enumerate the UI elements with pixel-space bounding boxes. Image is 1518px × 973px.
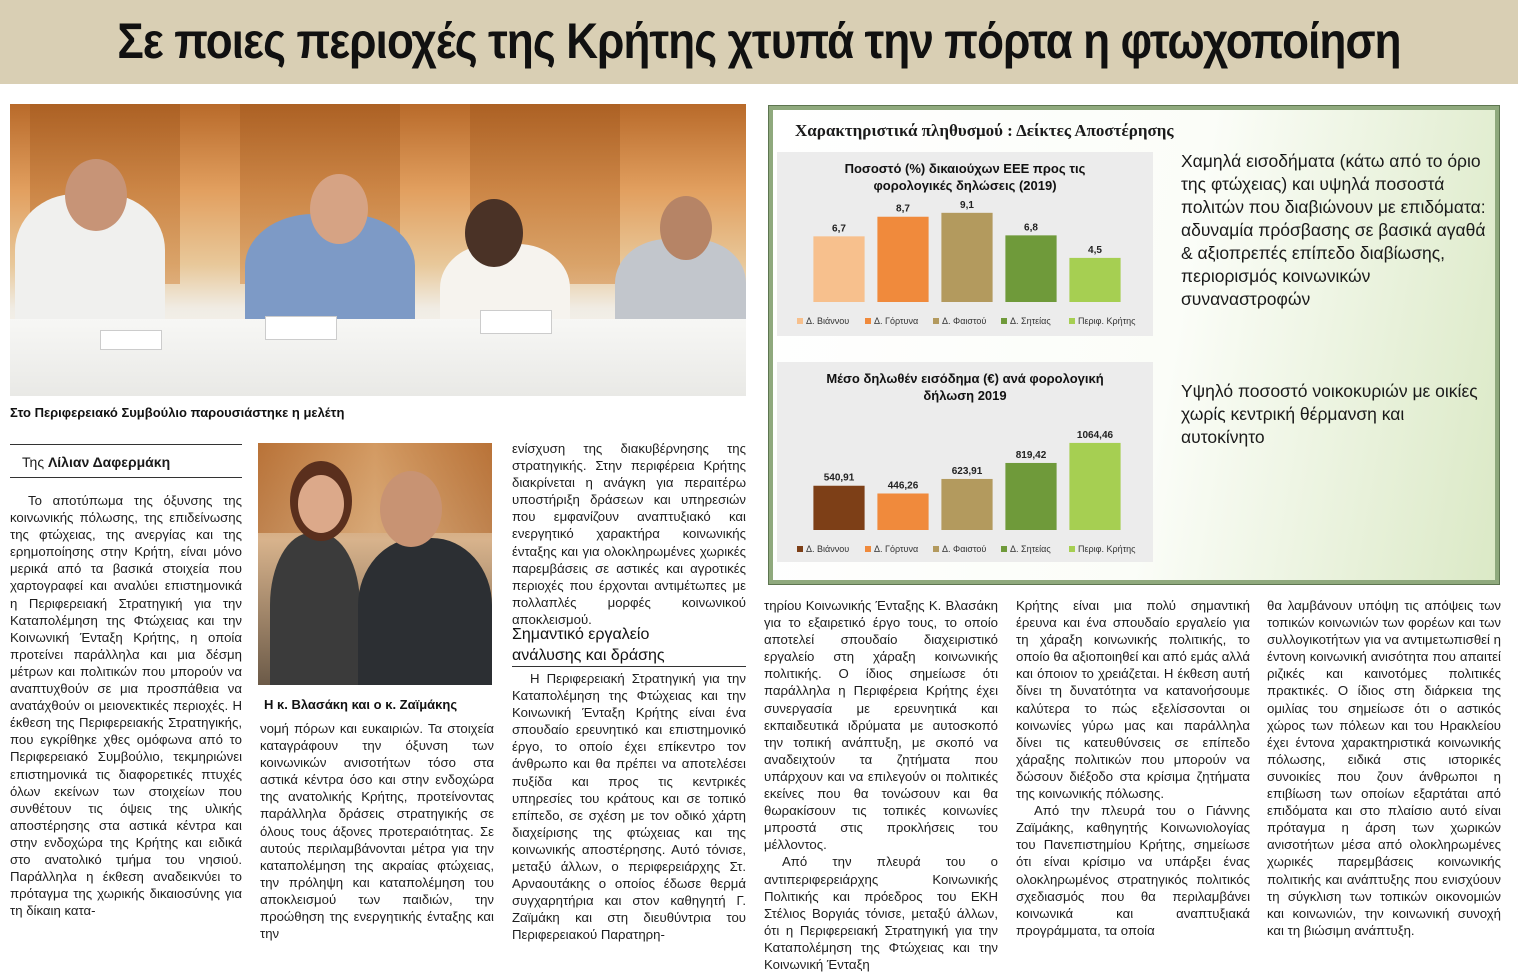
chart-card-1: [777, 152, 1153, 336]
col1-paragraph: Το αποτύπωμα της όξυνσης της κοινωνικής πόλωσης, της επιδείνωσης της φτώχειας, της ανεργίας και της ερημοποίησης στην Κρήτη, είναι μόνο μερικά από τα βασικά στοιχεία που χαρτογραφεί και αναλύει επιστημονικά η Περιφερειακή Στρατηγική για την Καταπολέμηση της Φτώχειας και την Κοινωνική Ένταξη Κρήτης, η οποία προτείνει παράλληλα και μια δέσμη μέτρων και πολιτικών που μπορούν να αναπτυχθούν σε μια προσπάθεια να ανατάχθούν οι μειονεκτικές περιοχές. Η έκθεση της Περιφερειακής Στρατηγικής, που εγκρίθηκε χθες ομόφωνα από το Περιφερειακό Συμβούλιο, τεκμηριώνει επιστημονικά τις διαφορετικές πτυχές όλων εκείνων των στοιχείων που συνθέτουν τις όψεις της υλικής αποστέρησης στα αστικά κέντρα και στην ενδοχώρα της Κρήτης και ειδικά στο ανατολικό τμήμα του νησιού. Παράλληλα η έκθεση αναδεικνύει το πρόταγμα της χωρικής δικαιοσύνης για τη δίκαιη κατα-: [10, 493, 242, 919]
legend-entry: Δ. Γόρτυνα: [874, 316, 919, 326]
legend-entry: Δ. Σητείας: [1010, 316, 1051, 326]
chart-data-label: 1064,46: [1076, 429, 1114, 441]
legend-swatch: [1069, 546, 1075, 552]
chart-bar: [1069, 443, 1120, 530]
chart-bar: [1069, 258, 1120, 302]
chart-data-label: 819,42: [1015, 449, 1047, 461]
byline-prefix: Της: [22, 454, 48, 470]
chart-bar: [813, 486, 864, 530]
legend-swatch: [865, 318, 871, 324]
chart-data-label: 540,91: [823, 472, 855, 484]
infobox-panel: [773, 110, 1495, 580]
subhead-line-2: ανάλυσης και δράσης: [512, 647, 665, 664]
byline-rule-bottom: [10, 477, 242, 478]
chart-data-label: 623,91: [951, 465, 983, 477]
chart-bar: [813, 236, 864, 302]
col4-paragraph-1: τηρίου Κοινωνικής Ένταξης Κ. Βλασάκη για το εξαιρετικό έργο τους, το οποίο αποτελεί σπουδαίο διαχειριστικό εργαλείο στη χάραξη κοινωνικής πολιτικής. Ο ίδιος σημείωσε ότι παράλληλα η Περιφέρεια Κρήτης έχει συνεργασία με ερευνητικά και εκπαιδευτικά ιδρύματα με αυτοσκοπό την τοπική ανάπτυξη, με σκοπό να αναδειχτούν τα ζητήματα που υπάρχουν και να επιλεγούν οι πολιτικές εκείνες που θα τονώσουν και θα θωρακίσουν τις τοπικές κοινωνίες μπροστά στις προκλήσεις του μέλλοντος.: [764, 598, 998, 853]
infobox-title: Χαρακτηριστικά πληθυσμού : Δείκτες Αποστέρησης: [795, 121, 1174, 140]
legend-swatch: [1069, 318, 1075, 324]
chart2-title: Μέσο δηλωθέν εισόδημα (€) ανά φορολογική δήλωση 2019: [826, 371, 1104, 403]
chart-bar: [1005, 463, 1056, 530]
subhead-line-1: Σημαντικό εργαλείο: [512, 626, 650, 643]
article-column-5: [1016, 597, 1250, 939]
legend-entry: Δ. Σητείας: [1010, 544, 1051, 554]
article-column-1: [10, 492, 242, 919]
headline-banner: [0, 0, 1518, 84]
col5-paragraph-1: Κρήτης είναι μια πολύ σημαντική έρευνα και ένα σπουδαίο εργαλείο για τη χάραξη κοινωνικής πολιτικής, το οποίο θα αξιοποιηθεί και από εμάς αλλά και όποιον το χρειάζεται. Η έκθεση αυτή δίνει τη δυνατότητα να κατανοήσουμε καλύτερα το πώς εξελίσσονται οι κοινωνίες γύρω μας και παράλληλα δίνει τις κατευθύνσεις σε επίπεδο χάραξης πολιτικών που μπορούν να δώσουν διέξοδο στα κρίσιμα ζητήματα της κοινωνικής πόλωσης.: [1016, 598, 1250, 802]
infobox-text-2: Υψηλό ποσοστό νοικοκυριών με οικίες χωρίς κεντρική θέρμανση και αυτοκίνητο: [1181, 381, 1478, 447]
article-column-4: [764, 597, 998, 973]
chart-bar: [941, 213, 992, 302]
infobox-text-1: Χαμηλά εισοδήματα (κάτω από το όριο της φτώχειας) και υψηλά ποσοστά πολιτών που διαβιώνουν με επιδόματα: αδυναμία πρόσβασης σε βασικά αγαθά & αξιοπρεπές επίπεδο διαβίωσης, περιορισμός κοινωνικών συναναστροφών: [1181, 151, 1486, 309]
photo-council-meeting: [10, 104, 746, 396]
legend-entry: Δ. Γόρτυνα: [874, 544, 919, 554]
col2-paragraph: νομή πόρων και ευκαιριών. Τα στοιχεία καταγράφουν την όξυνση των κοινωνικών ανισοτήτων τόσο στα αστικά κέντρα όσο και στην ενδοχώρα της ανατολικής Κρήτης, προτείνοντας παράλληλα δράσεις στρατηγικής σε όλους τους άξονες προτεραιότητας. Σε αυτούς περιλαμβάνονται μέτρα για την καταπολέμηση της ακραίας φτώχειας, την πρόληψη και καταπολέμηση του αποκλεισμού των παιδιών, την προώθηση της ενεργητικής ένταξης και την: [260, 721, 494, 942]
chart-bar: [877, 493, 928, 530]
chart-data-label: 446,26: [887, 480, 919, 492]
article-column-6: [1267, 597, 1501, 939]
article-column-3: [512, 440, 746, 628]
legend-swatch: [797, 546, 803, 552]
byline-rule-top: [10, 444, 242, 445]
legend-entry: Δ. Βιάννου: [806, 316, 850, 326]
legend-swatch: [1001, 318, 1007, 324]
chart-card-2: [777, 362, 1153, 562]
article-column-2: [260, 720, 494, 942]
chart-bar: [1005, 235, 1056, 302]
infobox-deprivation: [768, 105, 1500, 585]
col6-paragraph: θα λαμβάνουν υπόψη τις απόψεις των τοπικών κοινωνιών των φορέων και των συλλογικοτήτων για να αντιμετωπισθεί η έντονη κοινωνική ανισότητα που απαιτεί ριζικές και καινοτόμες πολιτικές πρακτικές. Ο ίδιος στη διάρκεια της ομιλίας του σημείωσε ότι ο αστικός χώρος των πόλεων και του Ηρακλείου έχει έντονα χαρακτηριστικά κοινωνικής πόλωσης, ειδικά στις ιστορικές συνοικίες που ζουν άνθρωποι η επιβίωση των οποίων εξαρτάται από επιδόματα και στο πλαίσιο αυτό είναι πρόταγμα η άρση των χωρικών ανισοτήτων μέσα από ολοκληρωμένες χωρικές παρεμβάσεις κοινωνικής πολιτικής και ανάπτυξης που ενισχύουν τη σύγκλιση των τοπικών οικονομιών και κοινωνιών, την κοινωνική συνοχή και τη βιώσιμη ανάπτυξη.: [1267, 598, 1501, 938]
chart-data-label: 9,1: [960, 199, 974, 211]
subhead-rule: [512, 666, 746, 667]
chart1-title: Ποσοστό (%) δικαιούχων ΕΕΕ προς τις φορολογικές δηλώσεις (2019): [844, 161, 1086, 193]
photo2-caption: Η κ. Βλασάκη και ο κ. Ζαϊμάκης: [264, 697, 458, 712]
legend-swatch: [933, 318, 939, 324]
legend-swatch: [1001, 546, 1007, 552]
legend-swatch: [865, 546, 871, 552]
chart-data-label: 4,5: [1088, 244, 1102, 256]
col3-bottom-paragraph: Η Περιφερειακή Στρατηγική για την Καταπολέμηση της Φτώχειας και την Κοινωνική Ένταξη Κρήτης είναι ένα σπουδαίο ερευνητικό και επιστημονικό έργο, το οποίο έχει επίκεντρο τον άνθρωπο και θα πρέπει να αποτελέσει πυξίδα και προς τις κεντρικές υπηρεσίες του κράτους και σε τοπικό επίπεδο, σε σχέση με τον οδικό χάρτη διαχείρισης της φτώχειας και της κοινωνικής αποστέρησης. Αυτό τόνισε, μεταξύ άλλων, ο περιφερειάρχης Στ. Αρναουτάκης ο οποίος έδωσε θερμά συγχαρητήρια και στον καθηγητή Γ. Ζαϊμάκη και στη διευθύντρια του Περιφερειακού Παρατηρη-: [512, 671, 746, 943]
legend-entry: Δ. Φαιστού: [942, 316, 987, 326]
photo1-caption: Στο Περιφερειακό Συμβούλιο παρουσιάστηκε η μελέτη: [10, 405, 345, 420]
photo-vlasaki-zaimakis: [258, 443, 492, 685]
byline-author: Λίλιαν Δαφερμάκη: [47, 454, 171, 470]
col3-top-paragraph: ενίσχυση της διακυβέρνησης της στρατηγικής. Στην περιφέρεια Κρήτης διακρίνεται η ανάγκη για περαιτέρω υποστήριξη δράσεων και υπηρεσιών που εμφανίζουν αναπτυξιακό και ενεργητικό χαρακτήρα κοινωνικής ένταξης και για ολοκληρωμένες χωρικές παρεμβάσεις σε αστικές και αγροτικές περιοχές που έρχονται αντιμέτωπες με πολλαπλές μορφές κοινωνικού αποκλεισμού.: [512, 441, 746, 627]
byline: [22, 454, 170, 470]
chart-data-label: 8,7: [896, 203, 910, 215]
chart-bar: [877, 217, 928, 302]
chart2-svg: [777, 362, 1153, 562]
chart-data-label: 6,8: [1024, 222, 1038, 234]
chart-data-label: 6,7: [832, 223, 846, 235]
legend-swatch: [933, 546, 939, 552]
chart-bar: [941, 479, 992, 530]
legend-entry: Περιφ. Κρήτης: [1078, 544, 1136, 554]
col5-paragraph-2: Από την πλευρά του ο Γιάννης Ζαϊμάκης, καθηγητής Κοινωνιολογίας του Πανεπιστημίου Κρήτης, σημείωσε ότι είναι κρίσιμο να υπάρξει ένας ολοκληρωμένος στρατηγικός πολιτικός σχεδιασμός που θα περιλαμβάνει κοινωνικά και αναπτυξιακά προγράμματα, τα οποία: [1016, 803, 1250, 938]
headline: Σε ποιες περιοχές της Κρήτης χτυπά την πόρτα η φτωχοποίηση: [117, 13, 1401, 69]
chart1-svg: [777, 152, 1153, 336]
legend-entry: Δ. Βιάννου: [806, 544, 850, 554]
article-column-3-bottom: [512, 670, 746, 944]
col4-paragraph-2: Από την πλευρά του ο αντιπεριφερειάρχης Κοινωνικής Πολιτικής και πρόεδρος του ΕΚΗ Στέλιος Βοργιάς τόνισε, μεταξύ άλλων, ότι η Περιφερειακή Στρατηγική για την Καταπολέμηση της Φτώχειας και την Κοινωνική Ένταξη: [764, 854, 998, 972]
legend-entry: Δ. Φαιστού: [942, 544, 987, 554]
legend-entry: Περιφ. Κρήτης: [1078, 316, 1136, 326]
legend-swatch: [797, 318, 803, 324]
